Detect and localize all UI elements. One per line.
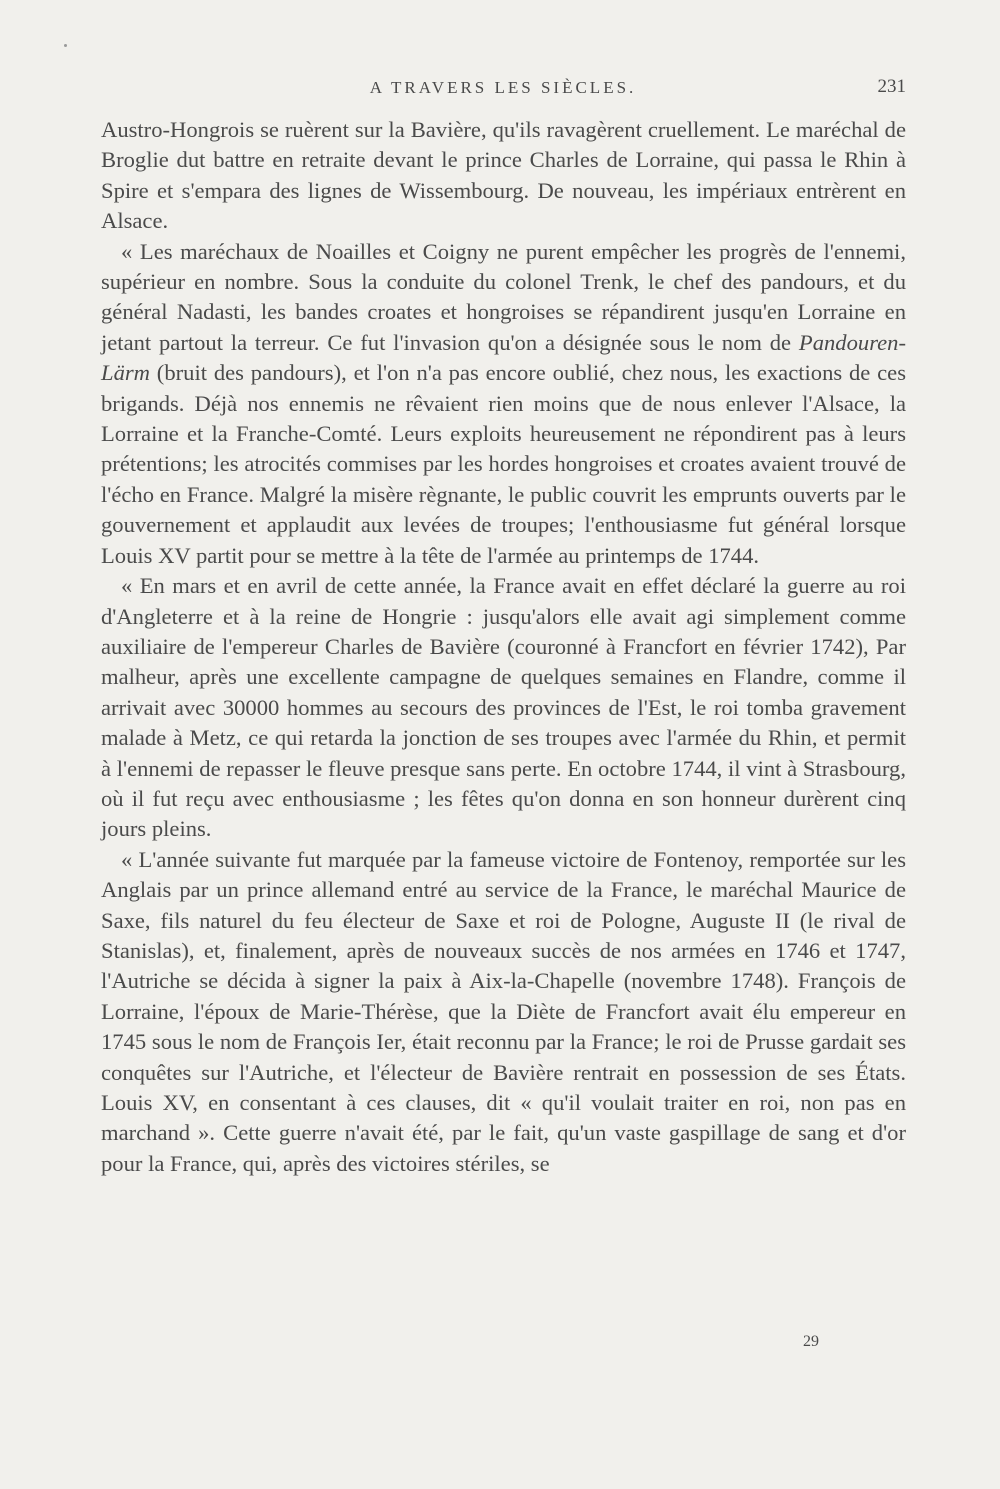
running-title: A TRAVERS LES SIÈCLES. xyxy=(369,78,637,97)
paragraph-2 xyxy=(101,237,906,571)
paragraph-3 xyxy=(101,571,906,845)
running-header xyxy=(100,76,906,104)
signature-mark: 29 xyxy=(803,1333,819,1350)
paragraph-text: « Les maréchaux de Noailles et Coigny ne purent empêcher les progrès de l'ennemi, supérieur en nombre. Sous la conduite du colonel Trenk, le chef des pandours, et du général Nadasti, les bandes croates et hongroises se répandirent jusqu'en Lorraine en jetant partout la terreur. Ce fut l'invasion qu'on a désignée sous le nom de xyxy=(101,238,906,355)
paragraph-text-continued: (bruit des pandours), et l'on n'a pas encore oublié, chez nous, les exactions de ces brigands. Déjà nos ennemis ne rêvaient rien moins que de nous enlever l'Alsace, la Lorraine et la Franche-Comté. Leurs exploits heureusement ne répondirent pas à leurs prétentions; les atrocités commises par les hordes hongroises et croates avaient trouvé de l'écho en France. Malgré la misère règnante, le public couvrit les emprunts ouverts par le gouvernement et applaudit aux levées de troupes; l'enthousiasme fut général lorsque Louis XV partit pour se mettre à la tête de l'armée au printemps de 1744. xyxy=(101,360,906,568)
paragraph-text: « L'année suivante fut marquée par la fameuse victoire de Fontenoy, remportée sur les Anglais par un prince allemand entré au service de la France, le maréchal Maurice de Saxe, fils naturel du feu électeur de Saxe et roi de Pologne, Auguste II (le rival de Stanislas), et, finalement, après de nouveaux succès de nos armées en 1746 et 1747, l'Autriche se décida à signer la paix à Aix-la-Chapelle (novembre 1748). François de Lorraine, l'époux de Marie-Thérèse, que la Diète de Francfort avait élu empereur en 1745 sous le nom de François Ier, était reconnu par la France; le roi de Prusse gardait ses conquêtes sur l'Autriche, et l'électeur de Bavière rentrait en possession de ses États. Louis XV, en consentant à ces clauses, dit « qu'il voulait traiter en roi, non pas en marchand ». Cette guerre n'avait été, par le fait, qu'un vaste gaspillage de sang et d'or pour la France, qui, après des victoires stériles, se xyxy=(101,846,906,1176)
italic-term: Pandouren-Lärm xyxy=(101,329,906,386)
paragraph-4 xyxy=(101,845,906,1179)
page-number: 231 xyxy=(877,76,906,97)
speck-mark xyxy=(64,44,67,47)
paragraph-text: « En mars et en avril de cette année, la France avait en effet déclaré la guerre au roi d'Angleterre et à la reine de Hongrie : jusqu'alors elle avait agi simplement comme auxiliaire de l'empereur Charles de Bavière (couronné à Francfort en février 1742), Par malheur, après une excellente campagne de quelques semaines en Flandre, comme il arrivait avec 30000 hommes au secours des provinces de l'Est, le roi tomba gravement malade à Metz, ce qui retarda la jonction de ses troupes avec l'armée du Rhin, et permit à l'ennemi de repasser le fleuve presque sans perte. En octobre 1744, il vint à Strasbourg, où il fut reçu avec enthousiasme ; les fêtes qu'on donna en son honneur durèrent cinq jours pleins. xyxy=(101,573,906,842)
paragraph-1 xyxy=(101,115,906,237)
body-text xyxy=(101,115,906,1179)
paragraph-text: Austro-Hongrois se ruèrent sur la Bavière, qu'ils ravagèrent cruellement. Le maréchal de Broglie dut battre en retraite devant le prince Charles de Lorraine, qui passa le Rhin à Spire et s'empara des lignes de Wissembourg. De nouveau, les impériaux entrèrent en Alsace. xyxy=(101,117,906,234)
